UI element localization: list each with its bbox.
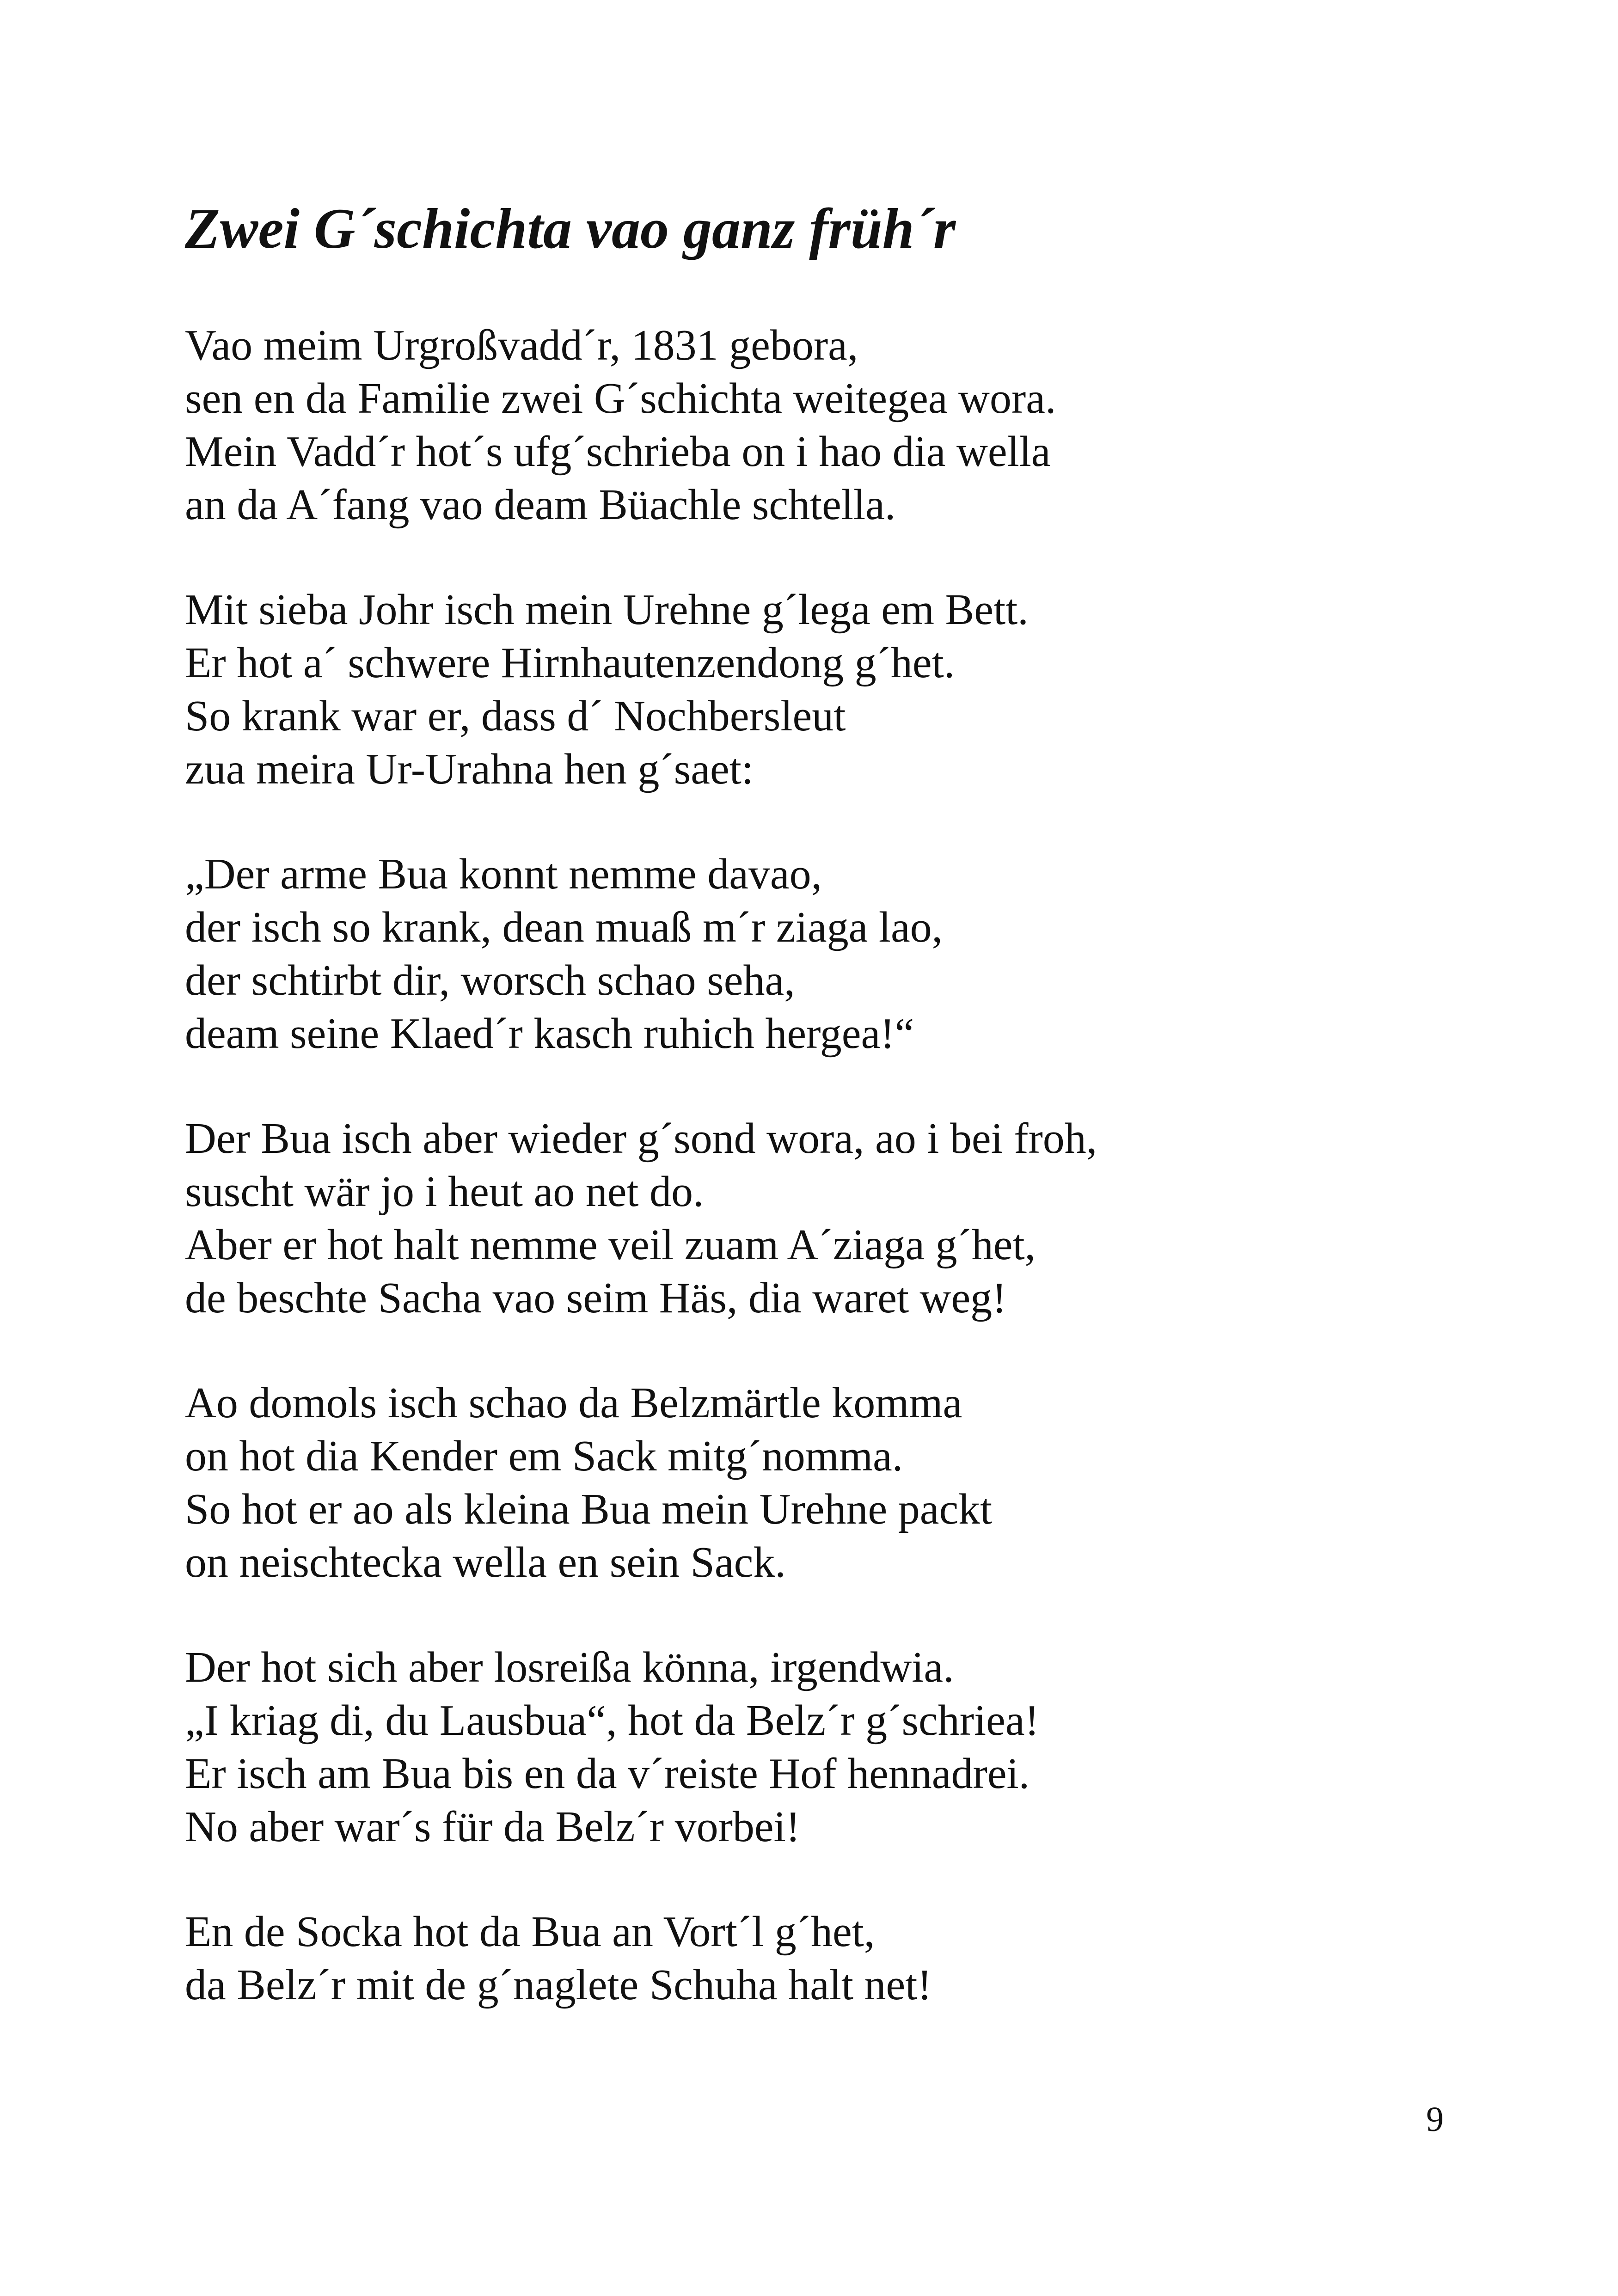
stanza-3 bbox=[185, 848, 1526, 1060]
poem-line: zua meira Ur-Urahna hen g´saet: bbox=[185, 745, 754, 793]
stanza-5 bbox=[185, 1377, 1526, 1589]
poem-line: sen en da Familie zwei G´schichta weitegea wora. bbox=[185, 374, 1056, 422]
poem-body bbox=[185, 319, 1526, 2063]
poem-line: der schtirbt dir, worsch schao seha, bbox=[185, 956, 795, 1004]
poem-line: En de Socka hot da Bua an Vort´l g´het, bbox=[185, 1908, 875, 1956]
poem-line: Er isch am Bua bis en da v´reiste Hof hennadrei. bbox=[185, 1750, 1030, 1798]
poem-line: „I kriag di, du Lausbua“, hot da Belz´r g´schriea! bbox=[185, 1696, 1039, 1745]
poem-line: suscht wär jo i heut ao net do. bbox=[185, 1168, 704, 1216]
poem-line: Vao meim Urgroßvadd´r, 1831 gebora, bbox=[185, 321, 858, 369]
poem-line: Der Bua isch aber wieder g´sond wora, ao i bei froh, bbox=[185, 1114, 1097, 1163]
poem-line: Aber er hot halt nemme veil zuam A´ziaga g´het, bbox=[185, 1221, 1036, 1269]
poem-title: Zwei G´schichta vao ganz früh´r bbox=[185, 197, 956, 260]
poem-line: Mein Vadd´r hot´s ufg´schrieba on i hao dia wella bbox=[185, 428, 1051, 476]
poem-line: on neischtecka wella en sein Sack. bbox=[185, 1538, 786, 1586]
stanza-7 bbox=[185, 1905, 1526, 2012]
stanza-1 bbox=[185, 319, 1526, 532]
stanza-6 bbox=[185, 1641, 1526, 1854]
poem-line: der isch so krank, dean muaß m´r ziaga lao, bbox=[185, 903, 943, 951]
poem-line: So hot er ao als kleina Bua mein Urehne packt bbox=[185, 1485, 993, 1533]
stanza-4 bbox=[185, 1112, 1526, 1325]
poem-line: Er hot a´ schwere Hirnhautenzendong g´het. bbox=[185, 639, 955, 687]
poem-line: Mit sieba Johr isch mein Urehne g´lega em Bett. bbox=[185, 586, 1029, 634]
page-number: 9 bbox=[1426, 2100, 1444, 2139]
poem-line: Ao domols isch schao da Belzmärtle komma bbox=[185, 1379, 962, 1427]
poem-line: No aber war´s für da Belz´r vorbei! bbox=[185, 1803, 801, 1851]
stanza-2 bbox=[185, 583, 1526, 796]
poem-line: de beschte Sacha vao seim Häs, dia waret weg! bbox=[185, 1274, 1007, 1322]
poem-line: So krank war er, dass d´ Nochbersleut bbox=[185, 692, 846, 740]
poem-line: an da A´fang vao deam Büachle schtella. bbox=[185, 481, 896, 529]
poem-line: on hot dia Kender em Sack mitg´nomma. bbox=[185, 1432, 903, 1480]
poem-line: „Der arme Bua konnt nemme davao, bbox=[185, 850, 822, 898]
poem-line: deam seine Klaed´r kasch ruhich hergea!“ bbox=[185, 1010, 914, 1058]
poem-line: da Belz´r mit de g´naglete Schuha halt net! bbox=[185, 1961, 932, 2009]
poem-line: Der hot sich aber losreißa könna, irgendwia. bbox=[185, 1643, 954, 1691]
